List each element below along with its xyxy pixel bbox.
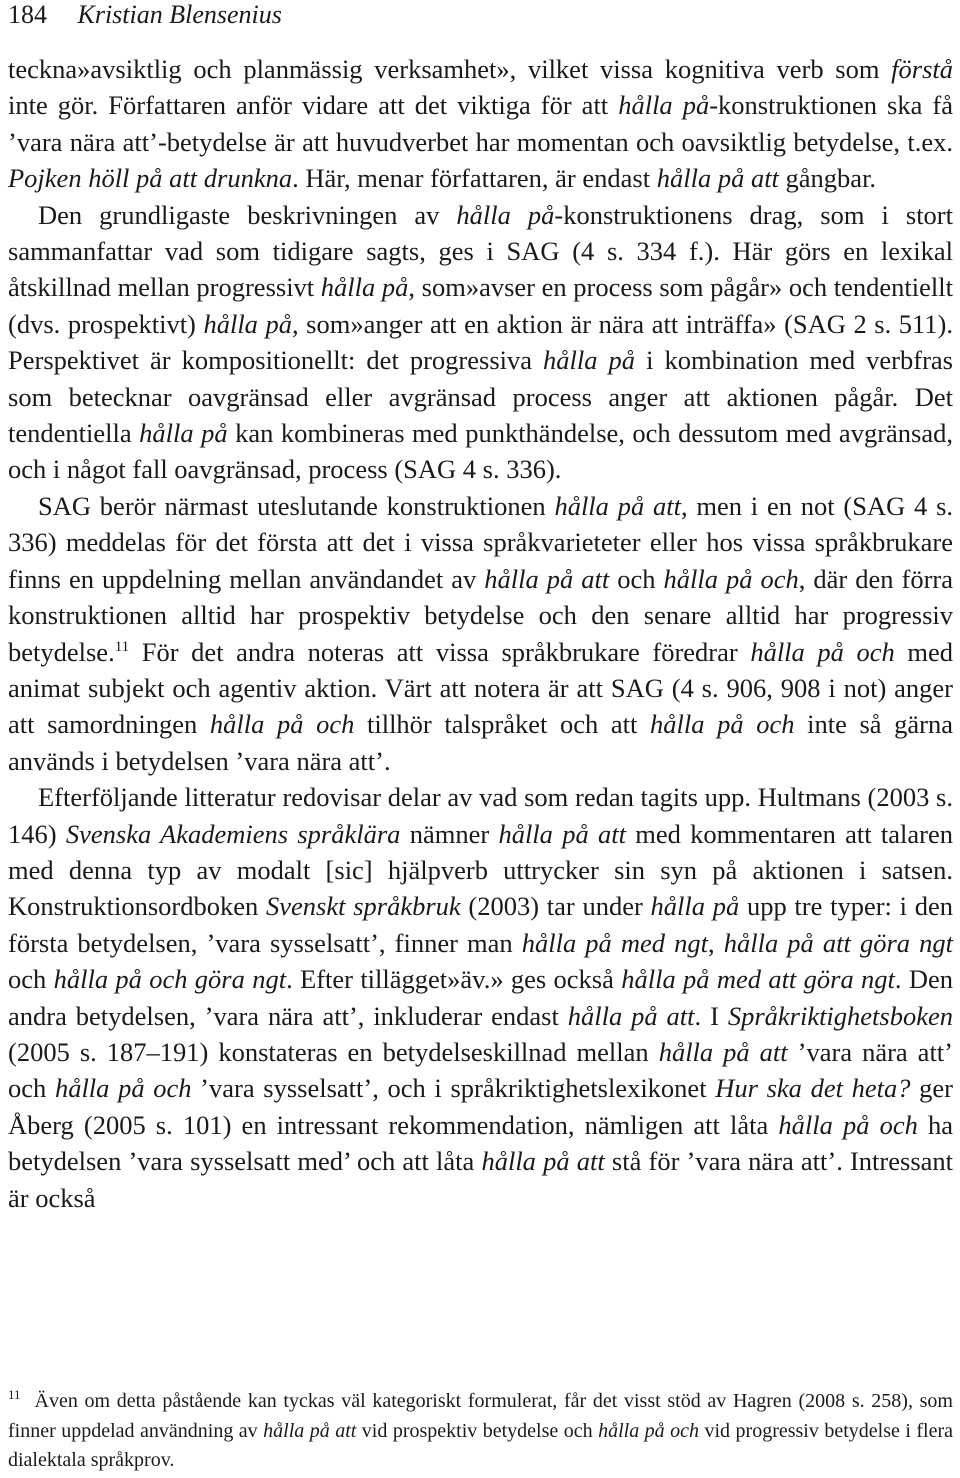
italic-text: hålla på och xyxy=(598,1419,700,1442)
text-run: , som»avser en process som pågår» och tendentiellt (dvs. prospektivt) xyxy=(8,272,953,339)
text-run: ’vara nära att’ och xyxy=(8,1036,953,1104)
italic-text: hålla på med ngt xyxy=(521,927,709,958)
italic-text: Svenskt språkbruk xyxy=(266,891,461,922)
text-run: . Här, menar författaren, är endast xyxy=(292,163,657,194)
paragraph xyxy=(8,488,953,779)
text-run: vid prospektiv betydelse och xyxy=(356,1419,599,1442)
paragraph xyxy=(8,51,953,197)
footnote-number: 11 xyxy=(8,1387,21,1402)
text-run: (2005 s. 187–191) konstateras en betydelseskillnad mellan xyxy=(8,1036,659,1067)
italic-text: hålla på att xyxy=(481,1146,605,1177)
italic-text: hålla på att xyxy=(484,563,610,594)
text-run: med kommentaren att talaren med denna typ av modalt [sic] hjälpverb uttrycker sin syn på aktionen i satsen. Konstruktionsordboken xyxy=(8,818,954,922)
italic-text: hålla på och göra ngt xyxy=(53,964,287,995)
italic-text: Pojken höll på att drunkna xyxy=(8,163,293,194)
paragraph xyxy=(8,197,953,488)
text-run: , men i en not (SAG 4 s. 336) meddelas för det första att det i vissa språkvarieteter eller hos vissa språkbrukare finns en uppdelning mellan användandet av xyxy=(8,490,954,594)
text-run: stå för ’vara nära att’. Intressant är också xyxy=(8,1146,954,1213)
italic-text: hålla på xyxy=(650,891,740,922)
text-run: SAG berör närmast uteslutande konstruktionen xyxy=(38,490,555,521)
page-number: 184 xyxy=(8,0,47,29)
text-run: Efterföljande litteratur redovisar delar av vad som redan tagits upp. Hultmans (2003 s. 146) xyxy=(8,782,953,849)
italic-text: hålla på xyxy=(456,199,555,230)
italic-text: hålla på med att göra ngt xyxy=(621,964,895,995)
text-run: . Efter tillägget»äv.» ges också xyxy=(286,964,622,995)
text-run: teckna»avsiktlig och planmässig verksamhet», vilket vissa kognitiva verb som xyxy=(8,54,892,84)
italic-text: hålla på xyxy=(139,418,228,449)
italic-text: hålla på xyxy=(320,272,409,303)
text-run: ’vara sysselsatt’, och i språkriktighetslexikonet xyxy=(191,1073,716,1104)
text-run: och xyxy=(8,964,54,995)
italic-text: hålla på och xyxy=(778,1109,918,1140)
italic-text: hålla på xyxy=(203,308,292,339)
italic-text: hålla på och xyxy=(663,563,799,594)
text-run: upp tre typer: i den första betydelsen, ’vara sysselsatt’, finner man xyxy=(8,891,953,958)
body-text xyxy=(8,51,953,1216)
text-run: tillhör talspråket och att xyxy=(354,709,650,740)
footnote xyxy=(8,1387,953,1476)
text-run: kan kombineras med punkthändelse, och dessutom med avgränsad, och i något fall oavgränsad, process (SAG 4 s. 336). xyxy=(8,418,953,485)
italic-text: hålla på att göra ngt xyxy=(723,927,953,958)
text-run: Den grundligaste beskrivningen av xyxy=(38,199,457,230)
text-run: , där den förra konstruktionen alltid har prospektiv betydelse och den senare alltid har progressiv betydelse. xyxy=(8,563,953,667)
text-run: med animat subjekt och agentiv aktion. Värt att notera är att SAG (4 s. 906, 908 i not) anger att samordningen xyxy=(8,636,953,740)
italic-text: hålla på att xyxy=(263,1419,357,1442)
italic-text: hålla på och xyxy=(750,636,895,667)
italic-text: hålla på xyxy=(543,345,636,376)
footnote-text xyxy=(8,1387,953,1476)
running-head-author: Kristian Blensenius xyxy=(77,0,282,29)
italic-text: hålla på och xyxy=(650,709,795,740)
text-run: (2003) tar under xyxy=(460,891,651,922)
italic-text: hålla på att xyxy=(554,490,681,521)
italic-text: förstå xyxy=(891,54,953,84)
italic-text: hålla på att xyxy=(658,1036,788,1067)
text-run: . Den andra betydelsen, ’vara nära att’, inkluderar endast xyxy=(8,964,953,1031)
italic-text: Svenska Akademiens språklära xyxy=(65,818,401,849)
paragraph xyxy=(8,779,953,1216)
text-run: -konstruktionen ska få ’vara nära att’-betydelse är att huvudverbet har momentan och oavsiktlig betydelse, t.ex. xyxy=(8,90,953,157)
text-run: vid progressiv betydelse i flera dialektala språkprov. xyxy=(8,1419,953,1471)
italic-text: hålla på att xyxy=(656,163,779,194)
italic-text: hålla på och xyxy=(209,709,355,740)
text-run: , som»anger att en aktion är nära att inträffa» (SAG 2 s. 511). Perspektivet är kompositionellt: det progressiva xyxy=(8,308,954,376)
text-run: Även om detta påstående kan tyckas väl kategoriskt formulerat, får det visst stöd av Hagren (2008 s. 258), som finner uppdelad användning av xyxy=(8,1390,953,1442)
text-run: i kombination med verbfras som betecknar oavgränsad eller avgränsad process anger att aktionen pågår. Det tendentiella xyxy=(8,345,953,449)
text-run: ha betydelsen ’vara sysselsatt med’ och att låta xyxy=(8,1109,953,1177)
italic-text: hålla på att xyxy=(498,818,626,849)
italic-text: hålla på att xyxy=(567,1000,695,1031)
text-run: , xyxy=(708,927,724,958)
italic-text: Hur ska det heta? xyxy=(715,1073,911,1104)
running-header xyxy=(8,0,282,32)
text-run: inte så gärna används i betydelsen ’vara nära att’. xyxy=(8,709,953,776)
footnote-reference: 11 xyxy=(114,638,130,655)
text-run: . I xyxy=(694,1000,728,1031)
text-run: inte gör. Författaren anför vidare att det viktiga för att xyxy=(8,90,619,121)
italic-text: hålla på xyxy=(618,90,710,121)
text-run: nämner xyxy=(400,818,499,849)
text-run: -konstruktionens drag, som i stort sammanfattar vad som tidigare sagts, ges i SAG (4 s. 334 f.). Här görs en lexikal åtskillnad mellan progressivt xyxy=(8,199,953,303)
italic-text: Språkriktighetsboken xyxy=(727,1000,954,1031)
text-run: gångbar. xyxy=(778,163,877,194)
text-run: För det andra noteras att vissa språkbrukare föredrar xyxy=(129,636,751,667)
italic-text: hålla på och xyxy=(54,1073,192,1104)
text-run: och xyxy=(609,563,664,594)
text-run: ger Åberg (2005 s. 101) en intressant rekommendation, nämligen att låta xyxy=(8,1073,953,1140)
